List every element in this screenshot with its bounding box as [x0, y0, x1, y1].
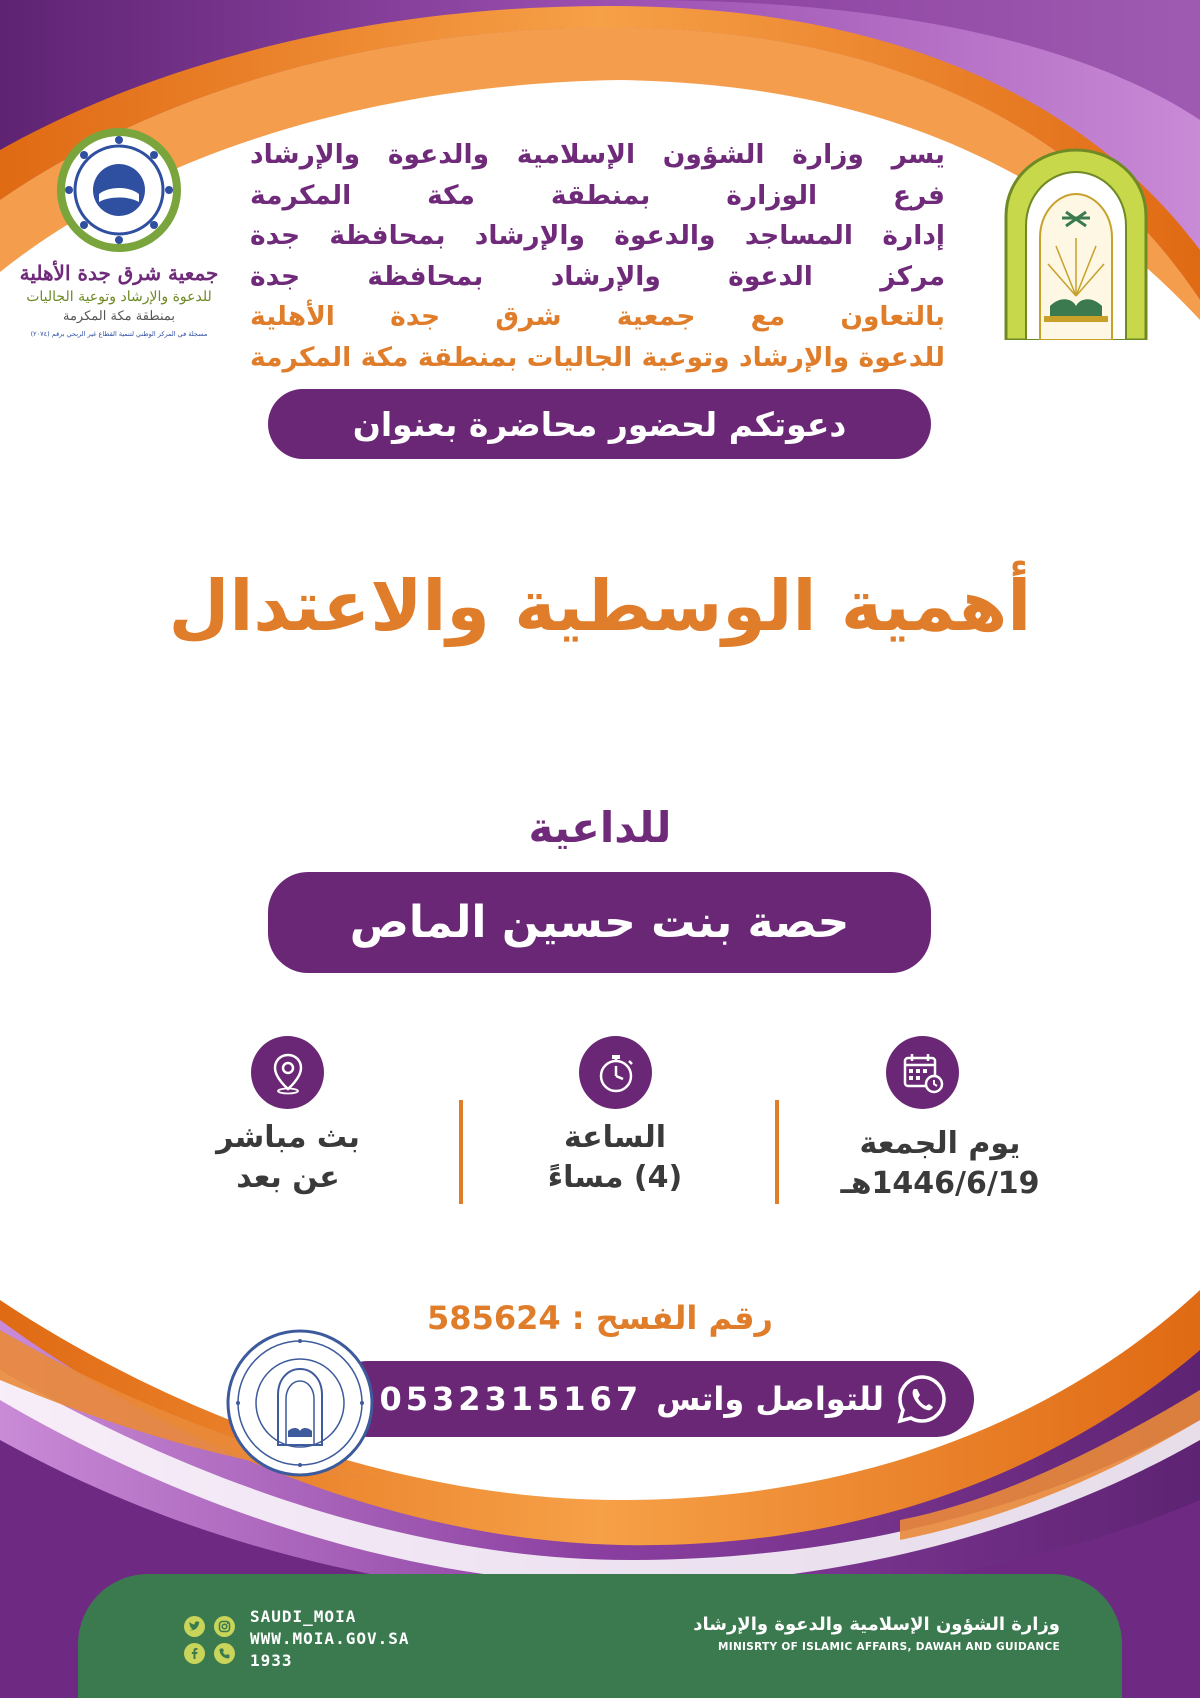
header-line-4: مركز الدعوة والإرشاد بمحافظة جدة: [250, 260, 945, 292]
location-pin-icon: [251, 1036, 324, 1109]
permit-number: [400, 1296, 800, 1340]
time-info: [495, 1118, 735, 1198]
preacher-label: للداعية: [528, 803, 672, 852]
permit-label: رقم الفسح :: [571, 1299, 773, 1337]
header-line-1: يسر وزارة الشؤون الإسلامية والدعوة والإرشاد: [250, 139, 945, 170]
association-registration: مسجلة في المركز الوطني لتنمية القطاع غير الربحي برقم (٢٠٧٤): [30, 330, 208, 338]
official-stamp: [224, 1327, 376, 1479]
calendar-icon: [886, 1036, 959, 1109]
footer-phone[interactable]: 1933: [250, 1651, 293, 1670]
invitation-banner: [268, 389, 931, 459]
whatsapp-icon: [894, 1371, 950, 1427]
contact-label: للتواصل واتس: [656, 1380, 884, 1418]
header-line-6: للدعوة والإرشاد وتوعية الجاليات بمنطقة مكة المكرمة: [250, 341, 945, 373]
header-line-5: بالتعاون مع جمعية شرق جدة الأهلية: [250, 301, 945, 332]
time-value: (4) مساءً: [547, 1160, 683, 1195]
contact-banner: [330, 1361, 974, 1437]
facebook-icon[interactable]: [184, 1643, 205, 1664]
footer-ministry-arabic: وزارة الشؤون الإسلامية والدعوة والإرشاد: [693, 1614, 1060, 1635]
permit-value: 585624: [427, 1299, 561, 1337]
instagram-icon[interactable]: [214, 1616, 235, 1637]
twitter-icon[interactable]: [184, 1616, 205, 1637]
header-text: [250, 135, 945, 378]
preacher-name-banner: [268, 872, 931, 973]
day-text: يوم الجمعة: [859, 1126, 1021, 1161]
invitation-text: دعوتكم لحضور محاضرة بعنوان: [352, 404, 847, 444]
divider: [459, 1100, 463, 1204]
lecture-title: أهمية الوسطية والاعتدال: [168, 565, 1032, 647]
date-info: [820, 1124, 1060, 1204]
footer-ministry: [693, 1612, 1060, 1656]
footer-ministry-english: MINISRTY OF ISLAMIC AFFAIRS, DAWAH AND GUIDANCE: [718, 1641, 1060, 1653]
footer-website[interactable]: WWW.MOIA.GOV.SA: [250, 1629, 410, 1648]
contact-number[interactable]: 0532315167: [379, 1380, 643, 1418]
header-line-2: فرع الوزارة بمنطقة مكة المكرمة: [250, 179, 945, 211]
location-line-2: عن بعد: [236, 1160, 340, 1195]
association-subtitle: للدعوة والإرشاد وتوعية الجاليات: [26, 289, 212, 305]
association-logo: [14, 128, 224, 354]
footer-handle[interactable]: SAUDI_MOIA: [250, 1607, 357, 1626]
time-label: الساعة: [563, 1120, 667, 1155]
phone-icon[interactable]: [214, 1643, 235, 1664]
association-name: جمعية شرق جدة الأهلية: [19, 261, 219, 285]
location-info: [168, 1118, 408, 1198]
association-region: بمنطقة مكة المكرمة: [62, 309, 176, 324]
location-line-1: بث مباشر: [216, 1120, 360, 1155]
preacher-name: حصة بنت حسين الماص: [349, 897, 850, 948]
ministry-logo: [1000, 146, 1152, 340]
date-text: 1446/6/19هـ: [840, 1166, 1040, 1201]
header-line-3: إدارة المساجد والدعوة والإرشاد بمحافظة جدة: [250, 220, 945, 251]
footer-contacts: [250, 1606, 410, 1672]
divider: [775, 1100, 779, 1204]
stopwatch-icon: [579, 1036, 652, 1109]
